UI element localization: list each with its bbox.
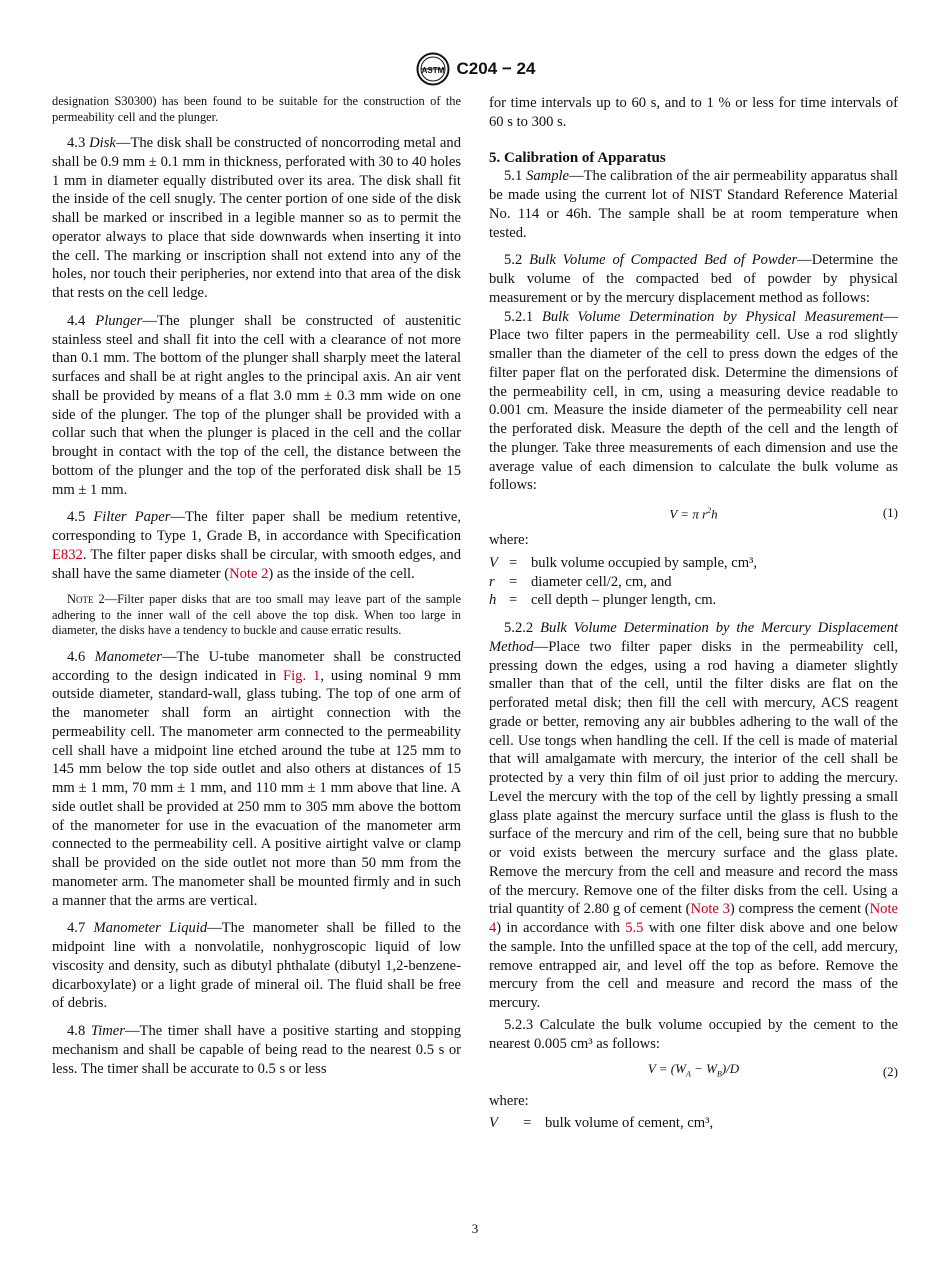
right-column: [489, 94, 898, 1133]
variable-definition: [489, 1114, 898, 1133]
definition-txt: diameter cell/2, cm, and: [531, 573, 672, 590]
link-note-2[interactable]: Note 2: [229, 565, 269, 582]
paragraph-5-2-2-mercury: 5.2.2 Bulk Volume Determination by the Mercury Displacement Method—Place two filter paper disks in the permeability cell, pressing down the edges, using a rod having a diameter slightly smaller than that of the cell, until the filter disks are flat on the perforated metal disk; then fill the cell with mercury, ACS reagent grade or better, removing any air bubbles adhering to the wall of the cell. Use tongs when handling the cell. If the cell is made of material that will amalgamate with mercury, the interior of the cell shall be protected by a very thin film of oil just prior to adding the mercury. Level the mercury with the top of the cell by lightly pressing a small glass plate against the mercury surface until the glass is flush to the surface of the mercury and rim of the cell, being sure that no bubble or void exists between the mercury surface and the glass plate. Remove the mercury from the cell and measure and record the mass of the mercury. Remove one of the filter disks from the cell. Using a trial quantity of 2.80 g of cement (Note 3) compress the cement (Note 4) in accordance with 5.5 with one filter disk above and one below the sample. Into the unfilled space at the top of the cell, add mercury, remove entrapped air, and level off the top as before. Remove the mercury from the cell and measure and record the mass of the mercury.: [489, 620, 899, 1012]
paragraph-4-7-manometer-liquid: 4.7 Manometer Liquid—The manometer shall be filled to the midpoint line with a nonvolatile, nonhygroscopic liquid of low viscosity and density, such as dibutyl phthalate (dibutyl 1,2-benzene-dicarboxylate) or a light grade of mineral oil. The fluid shall be free of debris.: [52, 920, 461, 1012]
variable-definitions-2: [489, 1114, 898, 1133]
definition-eq: =: [509, 592, 518, 609]
definition-eq: =: [523, 1115, 532, 1132]
definition-sym: h: [489, 592, 497, 609]
equation-2: [489, 1060, 898, 1084]
equation-2-number: (2): [882, 1064, 898, 1080]
definition-sym: V: [489, 1115, 498, 1132]
equation-1: [489, 502, 898, 524]
definition-sym: V: [489, 554, 498, 571]
paragraph-5-1-sample: 5.1 Sample—The calibration of the air permeability apparatus shall be made using the current lot of NIST Standard Reference Material No. 114 or 46h. The sample shall be at room temperature when tested.: [489, 168, 898, 241]
equation-1-expression: V = π $r^2h$: [669, 506, 718, 522]
paragraph-5-2-1-physical: 5.2.1 Bulk Volume Determination by Physical Measurement—Place two filter papers in the permeability cell. Use a rod slightly smaller than the diameter of the cell to press down the edges of the filter paper flat on the perforated disk. Determine the dimensions of the permeability cell, in cm, using a measuring device readable to 0.001 cm. Measure the inside diameter of the permeability cell near the perforated disk. Measure the depth of the cell and the length of the plunger. Take three measurements of each dimension and use the average value of each dimension to calculate the bulk volume as follows:: [489, 308, 898, 494]
svg-text:ASTM: ASTM: [421, 66, 444, 75]
paragraph-4-5-filter-paper: 4.5 Filter Paper—The filter paper shall be medium retentive, corresponding to Type 1, Grade B, in accordance with Specification E832. The filter paper disks shall be circular, with smooth edges, and shall have the same diameter (Note 2) as the inside of the cell.: [52, 509, 461, 582]
page-header: [0, 52, 950, 86]
equation-2-expression: $V = (W_A - W_B)/D$: [647, 1061, 740, 1079]
where-label-2: where:: [489, 1092, 529, 1109]
paragraph-5-2-bulk-volume: 5.2 Bulk Volume of Compacted Bed of Powder—Determine the bulk volume of the compacted bed of powder by physical measurement or by the mercury displacement method as follows:: [489, 252, 898, 306]
page-number: 3: [471, 1221, 479, 1236]
paragraph-4-2-continued: designation S30300) has been found to be suitable for the construction of the permeability cell and the plunger.: [52, 94, 461, 124]
paragraph-4-8-timer: 4.8 Timer—The timer shall have a positive starting and stopping mechanism and shall be capable of being read to the nearest 0.5 s or less. The timer shall be accurate to 0.5 s or less: [52, 1023, 462, 1077]
link-note-3[interactable]: Note 3: [690, 901, 730, 918]
paragraph-4-6-manometer: 4.6 Manometer—The U-tube manometer shall be constructed according to the design indicated in Fig. 1, using nominal 9 mm outside diameter, standard-wall, glass tubing. The top of one arm of the manometer shall form an airtight connection with the permeability cell. The manometer arm connected to the permeability cell shall have a midpoint line etched around the tube at 125 mm to 145 mm below the top side outlet and also others at distances of 15 mm ± 1 mm, 70 mm ± 1 mm, and 110 mm ± 1 mm above that line. A side outlet shall be provided at 250 mm to 305 mm above the bottom of the manometer for use in the evacuation of the manometer arm connected to the permeability cell. A positive airtight valve or clamp shall be provided on the side outlet not more than 50 mm from the manometer arm. The manometer shall be mounted firmly and in such a manner that the arms are vertical.: [52, 648, 462, 909]
link-section-5-5[interactable]: 5.5: [625, 920, 644, 937]
link-fig-1[interactable]: Fig. 1: [283, 667, 321, 684]
variable-definition: [489, 591, 898, 610]
equation-1-number: (1): [882, 504, 898, 520]
definition-txt: bulk volume of cement, cm³,: [545, 1115, 714, 1132]
definition-eq: =: [509, 573, 518, 590]
definition-sym: r: [489, 573, 495, 590]
definition-txt: bulk volume occupied by sample, cm³,: [531, 554, 758, 571]
variable-definitions-1: [489, 554, 898, 610]
paragraph-5-2-3-calculate: 5.2.3 Calculate the bulk volume occupied by the cement to the nearest 0.005 cm³ as follows:: [489, 1016, 898, 1052]
variable-definition: [489, 554, 898, 573]
paragraph-4-3-disk: 4.3 Disk—The disk shall be constructed of noncorroding metal and shall be 0.9 mm ± 0.1 mm in thickness, perforated with 30 to 40 holes 1 mm in diameter equally distributed over its area. The disk shall fit the inside of the cell snugly. The center portion of one side of the disk shall be marked or inscribed in a legible manner so as to permit the operator always to place that side downwards when inserting it into the cell. The marking or inscription shall not extend into any of the holes, nor touch their peripheries, nor extend into that area of the disk that rests on the cell ledge.: [52, 135, 461, 301]
left-column: [52, 94, 461, 1078]
paragraph-4-8-continued: for time intervals up to 60 s, and to 1 % or less for time intervals of 60 s to 300 s.: [489, 95, 898, 130]
link-note-4[interactable]: Note 4: [489, 901, 898, 937]
where-label-1: where:: [489, 532, 529, 549]
paragraph-4-4-plunger: 4.4 Plunger—The plunger shall be constructed of austenitic stainless steel and shall fit into the cell with a clearance of not more than 0.1 mm. The bottom of the plunger shall sharply meet the lateral surfaces and shall be at right angles to the principal axis. An air vent shall be provided by means of a flat 3.0 mm ± 0.3 mm wide on one side of the plunger. The top of the plunger shall be provided with a collar such that when the plunger is placed in the cell and the collar brought in contact with the top of the cell, the distance between the bottom of the plunger and the top of the perforated disk shall be 15 mm ± 1 mm.: [52, 312, 461, 498]
variable-definition: [489, 573, 898, 592]
document-designation: C204 − 24: [456, 59, 536, 78]
section-5-heading: 5. Calibration of Apparatus: [489, 149, 666, 166]
link-e832[interactable]: E832: [52, 546, 83, 563]
note-2: Note 2—Filter paper disks that are too small may leave part of the sample adhering to the inner wall of the cell above the top disk. When too large in diameter, the disks have a tendency to buckle and cause erratic results.: [52, 592, 461, 638]
definition-txt: cell depth – plunger length, cm.: [531, 592, 717, 609]
astm-logo-icon: [415, 52, 451, 86]
definition-eq: =: [509, 554, 518, 571]
